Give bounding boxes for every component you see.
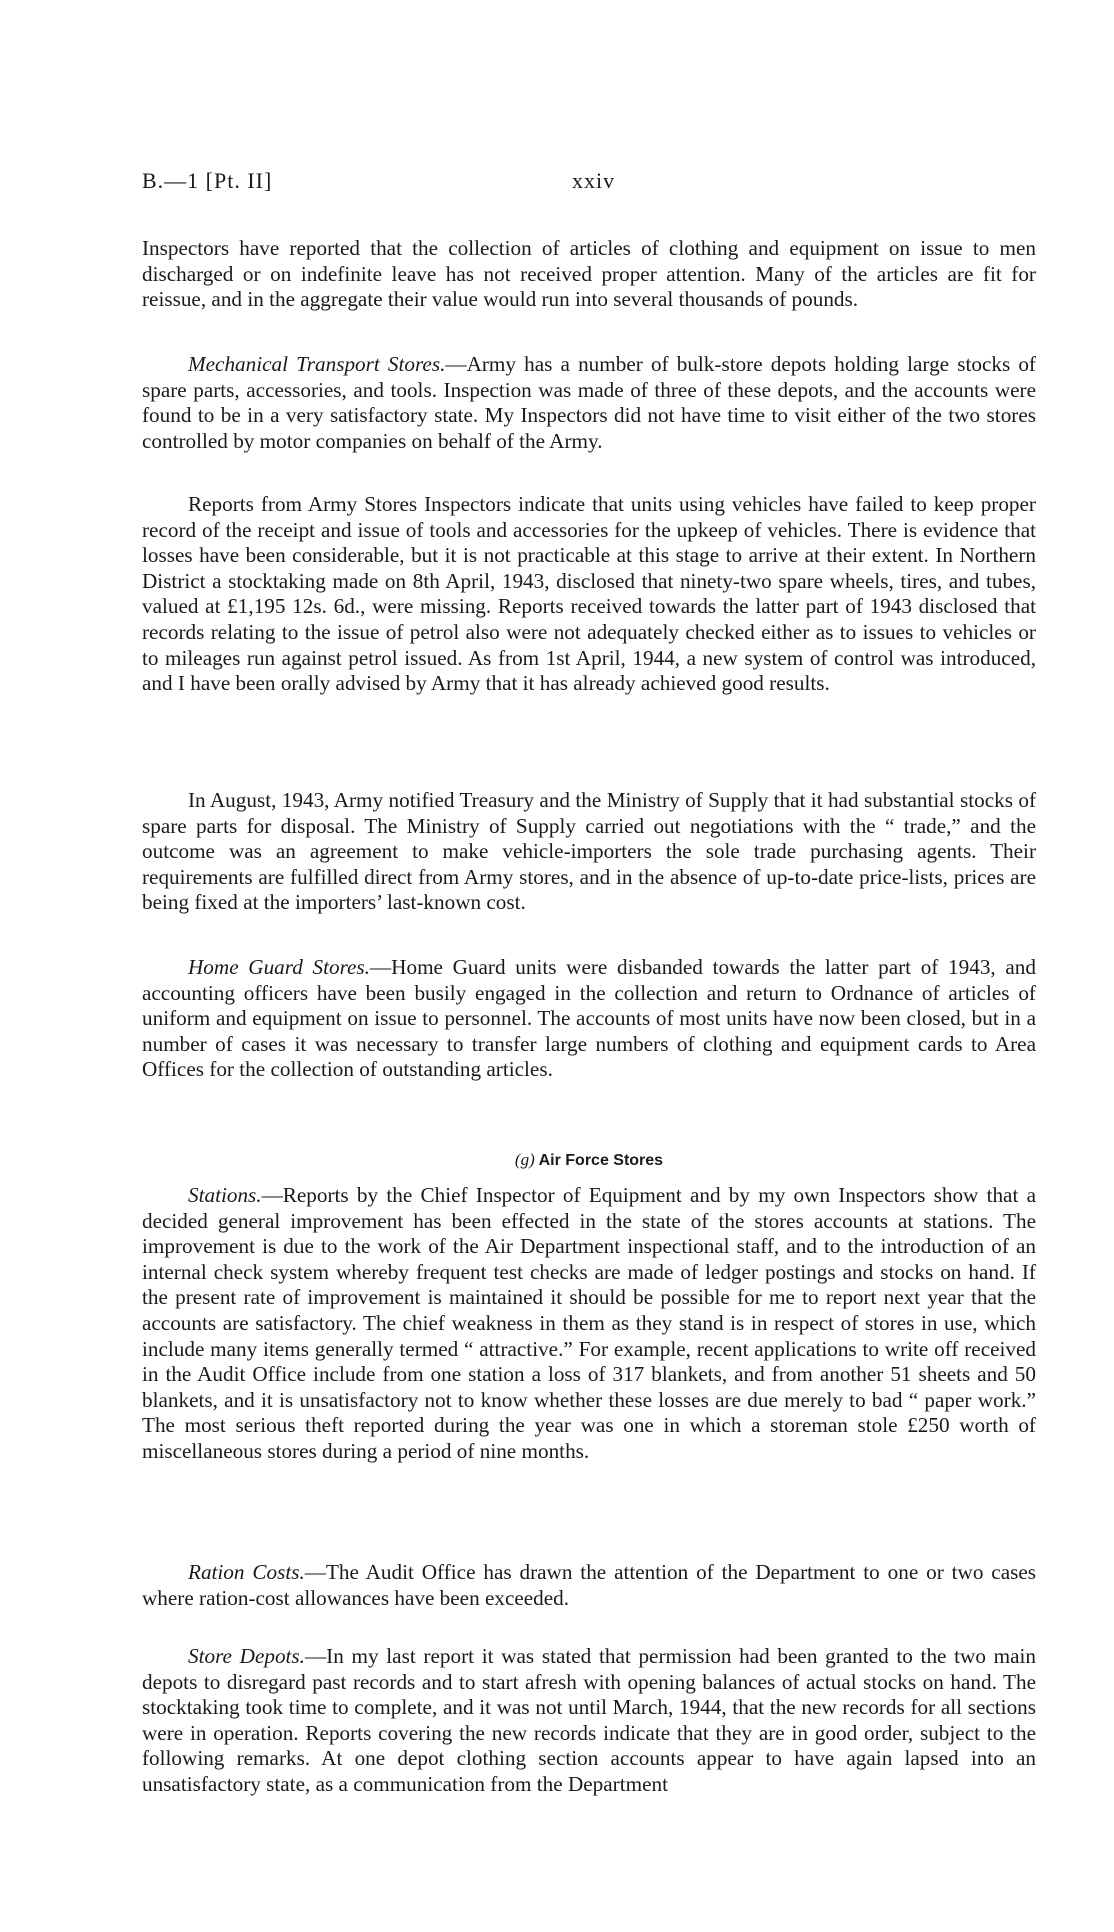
page-header <box>142 168 1036 198</box>
runin-heading: Store Depots. <box>188 1644 305 1668</box>
paragraph-clothing-collection <box>142 236 1036 313</box>
runin-heading: Ration Costs. <box>188 1560 305 1584</box>
paragraph-text: —The Audit Office has drawn the attention of the Department to one or two cases where ration-cost allowances have been exceeded. <box>142 1560 1036 1610</box>
section-heading <box>142 1150 1036 1170</box>
runin-heading: Stations. <box>188 1183 262 1207</box>
paragraph-text: —Home Guard units were disbanded towards the latter part of 1943, and accounting officers have been busily engaged in the collection and return to Ordnance of articles of uniform and equipment on issue to personnel. The accounts of most units have now been closed, but in a number of cases it was necessary to transfer large numbers of clothing and equipment cards to Area Offices for the collection of outstanding articles. <box>142 955 1036 1082</box>
section-label: (g) <box>514 1150 535 1169</box>
paragraph-text: —Reports by the Chief Inspector of Equipment and by my own Inspectors show that a decided general improvement has been effected in the state of the stores accounts at stations. The improvement is due to the work of the Air Department inspectional staff, and to the introduction of an internal check system whereby frequent test checks are made of ledger postings and stocks on hand. If the present rate of improvement is maintained it should be possible for me to report next year that the accounts are satisfactory. The chief weakness in them as they stand is in respect of stores in use, which include many items generally termed “ attractive.” For example, recent applications to write off received in the Audit Office include from one station a loss of 317 blankets, and from another 51 sheets and 50 blankets, and it is unsatisfactory not to know whether these losses are due merely to bad “ paper work.” The most serious theft reported during the year was one in which a storeman stole £250 worth of miscellaneous stores during a period of nine months. <box>142 1183 1036 1463</box>
paragraph-text: —In my last report it was stated that permission had been granted to the two main depots to disregard past records and to start afresh with opening balances of actual stocks on hand. The stocktaking took time to complete, and it was not until March, 1944, that the new records for all sections were in operation. Reports covering the new records indicate that they are in good order, subject to the following remarks. At one depot clothing section accounts appear to have again lapsed into an unsatisfactory state, as a communication from the Department <box>142 1644 1036 1796</box>
runin-heading: Home Guard Stores. <box>188 955 370 979</box>
paragraph-text: Reports from Army Stores Inspectors indicate that units using vehicles have failed to keep proper record of the receipt and issue of tools and accessories for the upkeep of vehicles. There is evidence that losses have been considerable, but it is not practicable at this stage to arrive at their extent. In Northern District a stocktaking made on 8th April, 1943, disclosed that ninety-two spare wheels, tires, and tubes, valued at £1,195 12s. 6d., were missing. Reports received towards the latter part of 1943 disclosed that records relating to the issue of petrol also were not adequately checked either as to issues to vehicles or to mileages run against petrol issued. As from 1st April, 1944, a new system of control was introduced, and I have been orally advised by Army that it has already achieved good results. <box>142 492 1036 696</box>
paragraph-store-depots <box>142 1644 1036 1798</box>
paragraph-stations <box>142 1183 1036 1465</box>
paragraph-text: In August, 1943, Army notified Treasury and the Ministry of Supply that it had substantial stocks of spare parts for disposal. The Ministry of Supply carried out negotiations with the “ trade,” and the outcome was an agreement to make vehicle-importers the sole trade purchasing agents. Their requirements are fulfilled direct from Army stores, and in the absence of up-to-date price-lists, prices are being fixed at the importers’ last-known cost. <box>142 788 1036 915</box>
document-reference: B.—1 [Pt. II] <box>142 168 273 193</box>
section-title: Air Force Stores <box>538 1152 664 1169</box>
paragraph-home-guard <box>142 955 1036 1083</box>
paragraph-text: Inspectors have reported that the collection of articles of clothing and equipment on issue to men discharged or on indefinite leave has not received proper attention. Many of the articles are fit for reissue, and in the aggregate their value would run into several thousands of pounds. <box>142 236 1036 312</box>
paragraph-ration-costs <box>142 1560 1036 1611</box>
paragraph-vehicle-losses <box>142 492 1036 697</box>
paragraph-mechanical-transport <box>142 352 1036 454</box>
runin-heading: Mechanical Transport Stores. <box>188 352 446 376</box>
page-number: xxiv <box>572 168 616 193</box>
paragraph-spare-parts-disposal <box>142 788 1036 916</box>
paragraph-text: —Army has a number of bulk-store depots holding large stocks of spare parts, accessories, and tools. Inspection was made of three of these depots, and the accounts were found to be in a very satisfactory state. My Inspectors did not have time to visit either of the two stores controlled by motor companies on behalf of the Army. <box>142 352 1036 453</box>
